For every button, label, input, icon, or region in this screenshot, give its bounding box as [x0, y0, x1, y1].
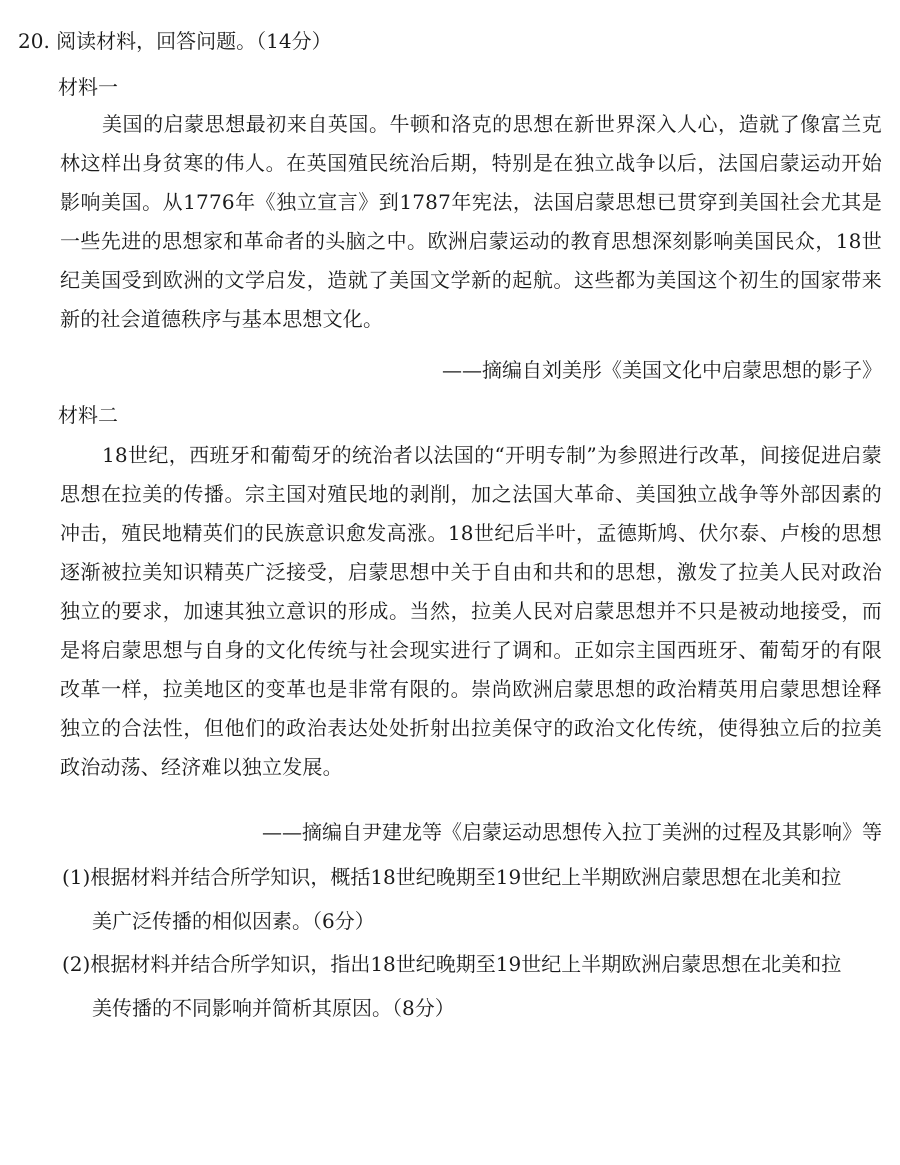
subquestion-2-line1: (2)根据材料并结合所学知识，指出18世纪晚期至19世纪上半期欧洲启蒙思想在北美和拉 — [62, 952, 842, 976]
material1-heading: 材料一 — [58, 75, 118, 99]
question-title: 20. 阅读材料，回答问题。（14分） — [18, 29, 332, 53]
subquestion-1-line1: (1)根据材料并结合所学知识，概括18世纪晚期至19世纪上半期欧洲启蒙思想在北美和拉 — [62, 865, 842, 889]
subquestion-2 — [62, 942, 884, 1030]
material1-source: ——摘编自刘美彤《美国文化中启蒙思想的影子》 — [442, 358, 882, 382]
material2-heading: 材料二 — [58, 403, 118, 427]
subquestion-1-line2: 美广泛传播的相似因素。（6分） — [92, 909, 375, 933]
subquestion-2-line2: 美传播的不同影响并简析其原因。（8分） — [92, 996, 455, 1020]
material1-text: 美国的启蒙思想最初来自英国。牛顿和洛克的思想在新世界深入人心，造就了像富兰克林这样出身贫寒的伟人。在英国殖民统治后期，特别是在独立战争以后，法国启蒙运动开始影响美国。从1776年《独立宣言》到1787年宪法，法国启蒙思想已贯穿到美国社会尤其是一些先进的思想家和革命者的头脑之中。欧洲启蒙运动的教育思想深刻影响美国民众，18世纪美国受到欧洲的文学启发，造就了美国文学新的起航。这些都为美国这个初生的国家带来新的社会道德秩序与基本思想文化。 — [60, 112, 882, 331]
material2-source: ——摘编自尹建龙等《启蒙运动思想传入拉丁美洲的过程及其影响》等 — [262, 820, 882, 844]
material2-text: 18世纪，西班牙和葡萄牙的统治者以法国的“开明专制”为参照进行改革，间接促进启蒙思想在拉美的传播。宗主国对殖民地的剥削，加之法国大革命、美国独立战争等外部因素的冲击，殖民地精英们的民族意识愈发高涨。18世纪后半叶，孟德斯鸠、伏尔泰、卢梭的思想逐渐被拉美知识精英广泛接受，启蒙思想中关于自由和共和的思想，激发了拉美人民对政治独立的要求，加速其独立意识的形成。当然，拉美人民对启蒙思想并不只是被动地接受，而是将启蒙思想与自身的文化传统与社会现实进行了调和。正如宗主国西班牙、葡萄牙的有限改革一样，拉美地区的变革也是非常有限的。崇尚欧洲启蒙思想的政治精英用启蒙思想诠释独立的合法性，但他们的政治表达处处折射出拉美保守的政治文化传统，使得独立后的拉美政治动荡、经济难以独立发展。 — [60, 443, 882, 779]
subquestion-1 — [62, 855, 884, 943]
